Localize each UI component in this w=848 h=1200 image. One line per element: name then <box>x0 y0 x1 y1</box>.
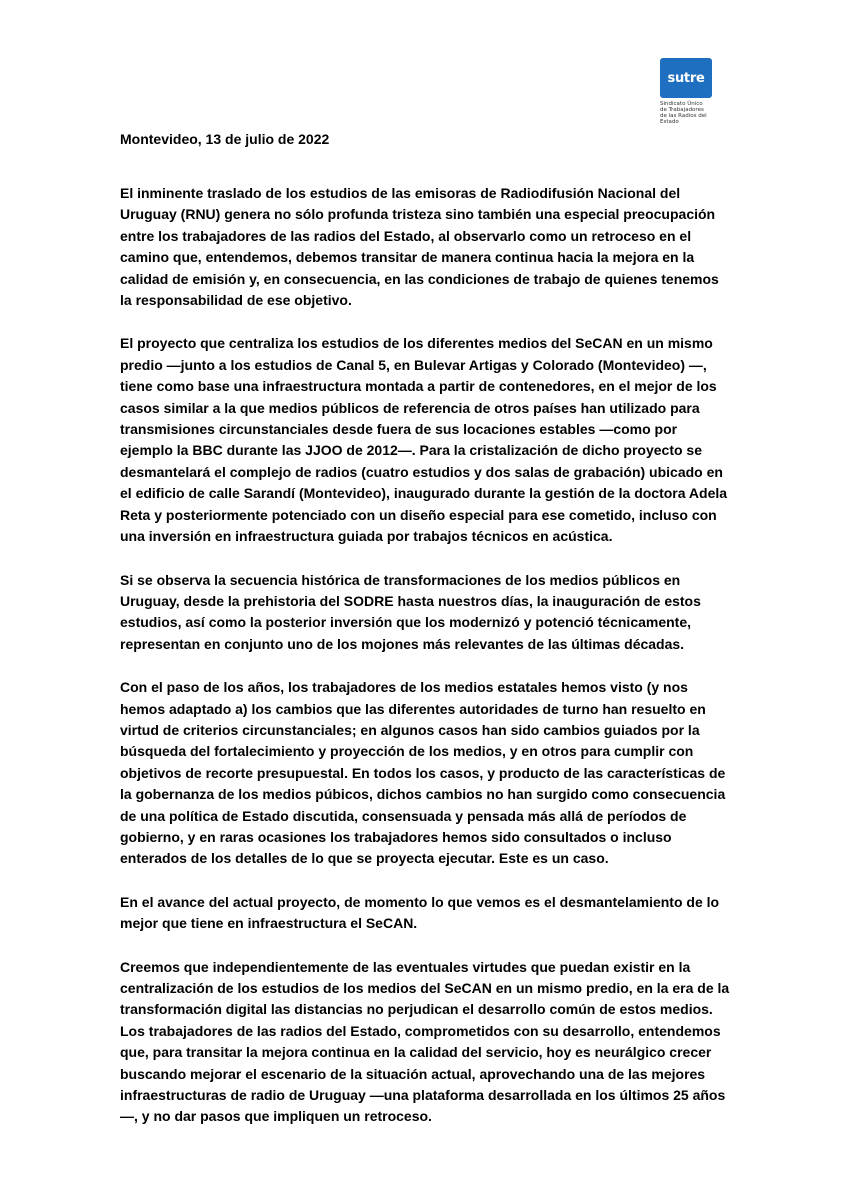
document-body <box>120 183 732 1128</box>
logo-caption-line: de las Radios del Estado <box>660 113 707 125</box>
paragraph: En el avance del actual proyecto, de momento lo que vemos es el desmantelamiento de lo mejor que tiene en infraestructura el SeCAN. <box>120 893 720 932</box>
sutre-logo <box>660 58 722 125</box>
paragraph: Creemos que independientemente de las eventuales virtudes que puedan existir en la centralización de los estudios de los medios del SeCAN en un mismo predio, en la era de la transformación digital las distancias no perjudican el desarrollo común de estos medios. <box>120 958 730 1018</box>
paragraph: Los trabajadores de las radios del Estado, comprometidos con su desarrollo, entendemos que, para transitar la mejora continua en la calidad del servicio, hoy es neurálgico crecer buscando mejorar el escenario de la situación actual, aprovechando una de las mejores infraestructuras de radio de Uruguay —una plataforma desarrollada en los últimos 25 años—, y no dar pasos que impliquen un retroceso. <box>120 1022 726 1125</box>
logo-caption <box>660 101 722 125</box>
logo-caption-line: Sindicato Único <box>660 101 703 107</box>
logo-word: sutre <box>667 70 705 86</box>
paragraph: Si se observa la secuencia histórica de transformaciones de los medios públicos en Uruguay, desde la prehistoria del SODRE hasta nuestros días, la inauguración de estos estudios, así como la posterior inversión que los modernizó y potenció técnicamente, representan en conjunto uno de los mojones más relevantes de las últimas décadas. <box>120 571 701 652</box>
paragraph: El proyecto que centraliza los estudios de los diferentes medios del SeCAN en un mismo predio —junto a los estudios de Canal 5, en Bulevar Artigas y Colorado (Montevideo) —, tiene como base una infraestructura montada a partir de contenedores, en el mejor de los casos similar a la que medios públicos de referencia de otros países han utilizado para transmisiones circunstanciales desde fuera de sus locaciones estables —como por ejemplo la BBC durante las JJOO de 2012—. Para la cristalización de dicho proyecto se desmantelará el complejo de radios (cuatro estudios y dos salas de grabación) ubicado en el edificio de calle Sarandí (Montevideo), inaugurado durante la gestión de la doctora Adela Reta y posteriormente potenciado con un diseño especial para ese cometido, incluso con una inversión en infraestructura guiada por trabajos técnicos en acústica. <box>120 335 728 545</box>
logo-caption-line: de Trabajadores <box>660 107 704 113</box>
paragraph: Con el paso de los años, los trabajadores de los medios estatales hemos visto (y nos hemos adaptado a) los cambios que las diferentes autoridades de turno han resuelto en virtud de criterios circunstanciales; en algunos casos han sido cambios guiados por la búsqueda del fortalecimiento y proyección de los medios, y en otros para cumplir con objetivos de recorte presupuestal. En todos los casos, y producto de las características de la gobernanza de los medios púbicos, dichos cambios no han surgido como consecuencia de una política de Estado discutida, consensuada y pensada más allá de períodos de gobierno, y en raras ocasiones los trabajadores hemos sido consultados o incluso enterados de los detalles de lo que se proyecta ejecutar. Este es un caso. <box>120 679 726 867</box>
logo-box <box>660 58 712 98</box>
paragraph: El inminente traslado de los estudios de las emisoras de Radiodifusión Nacional del Uruguay (RNU) genera no sólo profunda tristeza sino también una especial preocupación entre los trabajadores de las radios del Estado, al observarlo como un retroceso en el camino que, entendemos, debemos transitar de manera continua hacia la mejora en la calidad de emisión y, en consecuencia, en las condiciones de trabajo de quienes tenemos la responsabilidad de ese objetivo. <box>120 185 719 309</box>
document-date: Montevideo, 13 de julio de 2022 <box>120 131 330 147</box>
